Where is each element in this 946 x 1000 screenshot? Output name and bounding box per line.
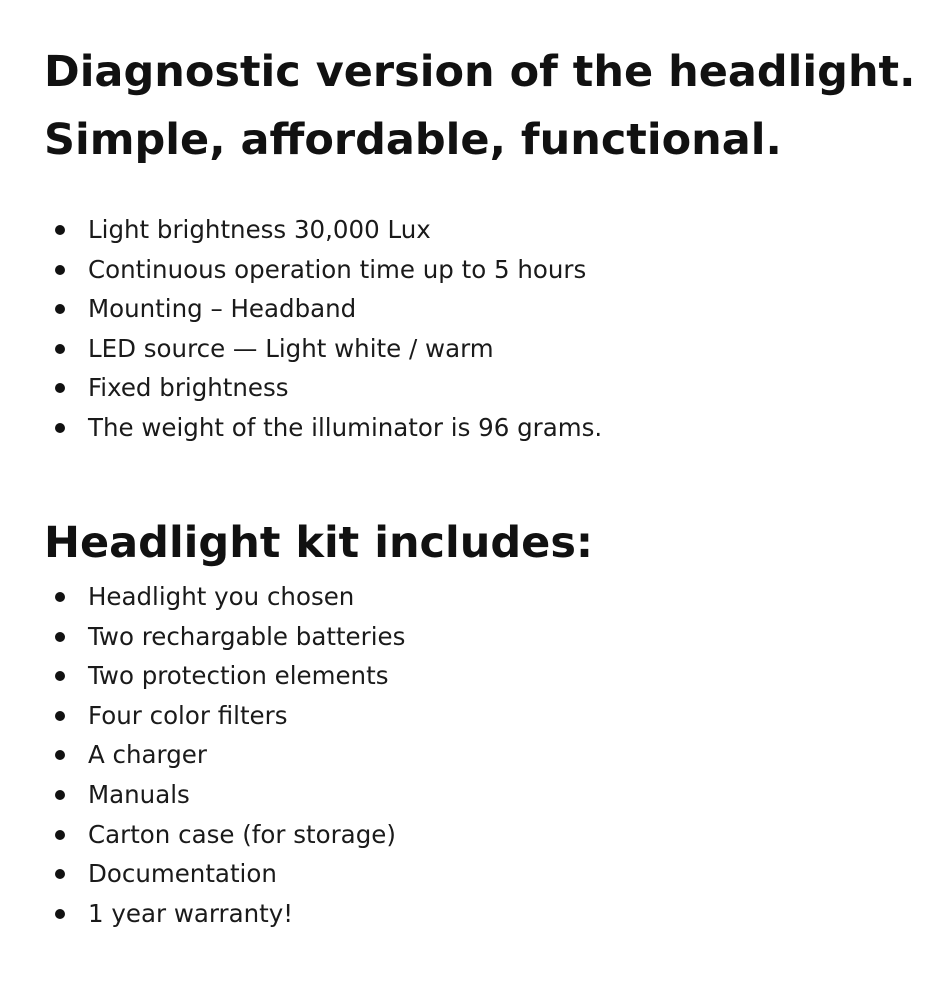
kit-item-text: Carton case (for storage) (88, 819, 396, 849)
main-heading-line-2: Simple, affordable, functional. (44, 115, 782, 165)
bullet-dot-icon (55, 632, 65, 642)
bullet-dot-icon (55, 592, 65, 602)
kit-list (0, 577, 405, 933)
kit-list-item (0, 894, 405, 934)
specs-item-text: The weight of the illuminator is 96 grams. (88, 412, 603, 442)
kit-list-item (0, 815, 405, 855)
bullet-dot-icon (55, 909, 65, 919)
kit-list-item (0, 696, 405, 736)
main-heading (44, 38, 915, 174)
specs-item-text: Fixed brightness (88, 373, 289, 403)
bullet-dot-icon (55, 304, 65, 314)
bullet-dot-icon (55, 830, 65, 840)
kit-list-item (0, 656, 405, 696)
bullet-dot-icon (55, 225, 65, 235)
main-heading-line-1: Diagnostic version of the headlight. (44, 47, 916, 97)
kit-item-text: Four color filters (88, 700, 288, 730)
kit-item-text: Documentation (88, 859, 277, 889)
kit-list-item (0, 854, 405, 894)
specs-list-item (0, 368, 602, 408)
specs-list-item (0, 250, 602, 290)
specs-item-text: Light brightness 30,000 Lux (88, 215, 431, 244)
kit-heading: Headlight kit includes: (44, 518, 594, 568)
bullet-dot-icon (55, 344, 65, 354)
specs-item-text: Continuous operation time up to 5 hours (88, 254, 587, 284)
specs-list-item (0, 289, 602, 329)
bullet-dot-icon (55, 790, 65, 800)
kit-list-item (0, 617, 405, 657)
bullet-dot-icon (55, 750, 65, 760)
specs-list-item (0, 210, 602, 250)
bullet-dot-icon (55, 711, 65, 721)
kit-item-text: A charger (88, 740, 207, 770)
kit-item-text: Manuals (88, 779, 190, 809)
kit-item-text: Two protection elements (88, 661, 389, 691)
bullet-dot-icon (55, 423, 65, 433)
kit-item-text: Headlight you chosen (88, 582, 355, 611)
bullet-dot-icon (55, 671, 65, 681)
specs-list-item (0, 329, 602, 369)
specs-item-text: Mounting – Headband (88, 294, 357, 324)
specs-item-text: LED source — Light white / warm (88, 333, 494, 363)
kit-list-item (0, 775, 405, 815)
kit-list-item (0, 577, 405, 617)
bullet-dot-icon (55, 265, 65, 275)
bullet-dot-icon (55, 869, 65, 879)
kit-item-text: Two rechargable batteries (88, 621, 406, 651)
kit-item-text: 1 year warranty! (88, 898, 294, 928)
specs-list-item (0, 408, 602, 448)
kit-list-item (0, 735, 405, 775)
bullet-dot-icon (55, 383, 65, 393)
specs-list (0, 210, 602, 448)
